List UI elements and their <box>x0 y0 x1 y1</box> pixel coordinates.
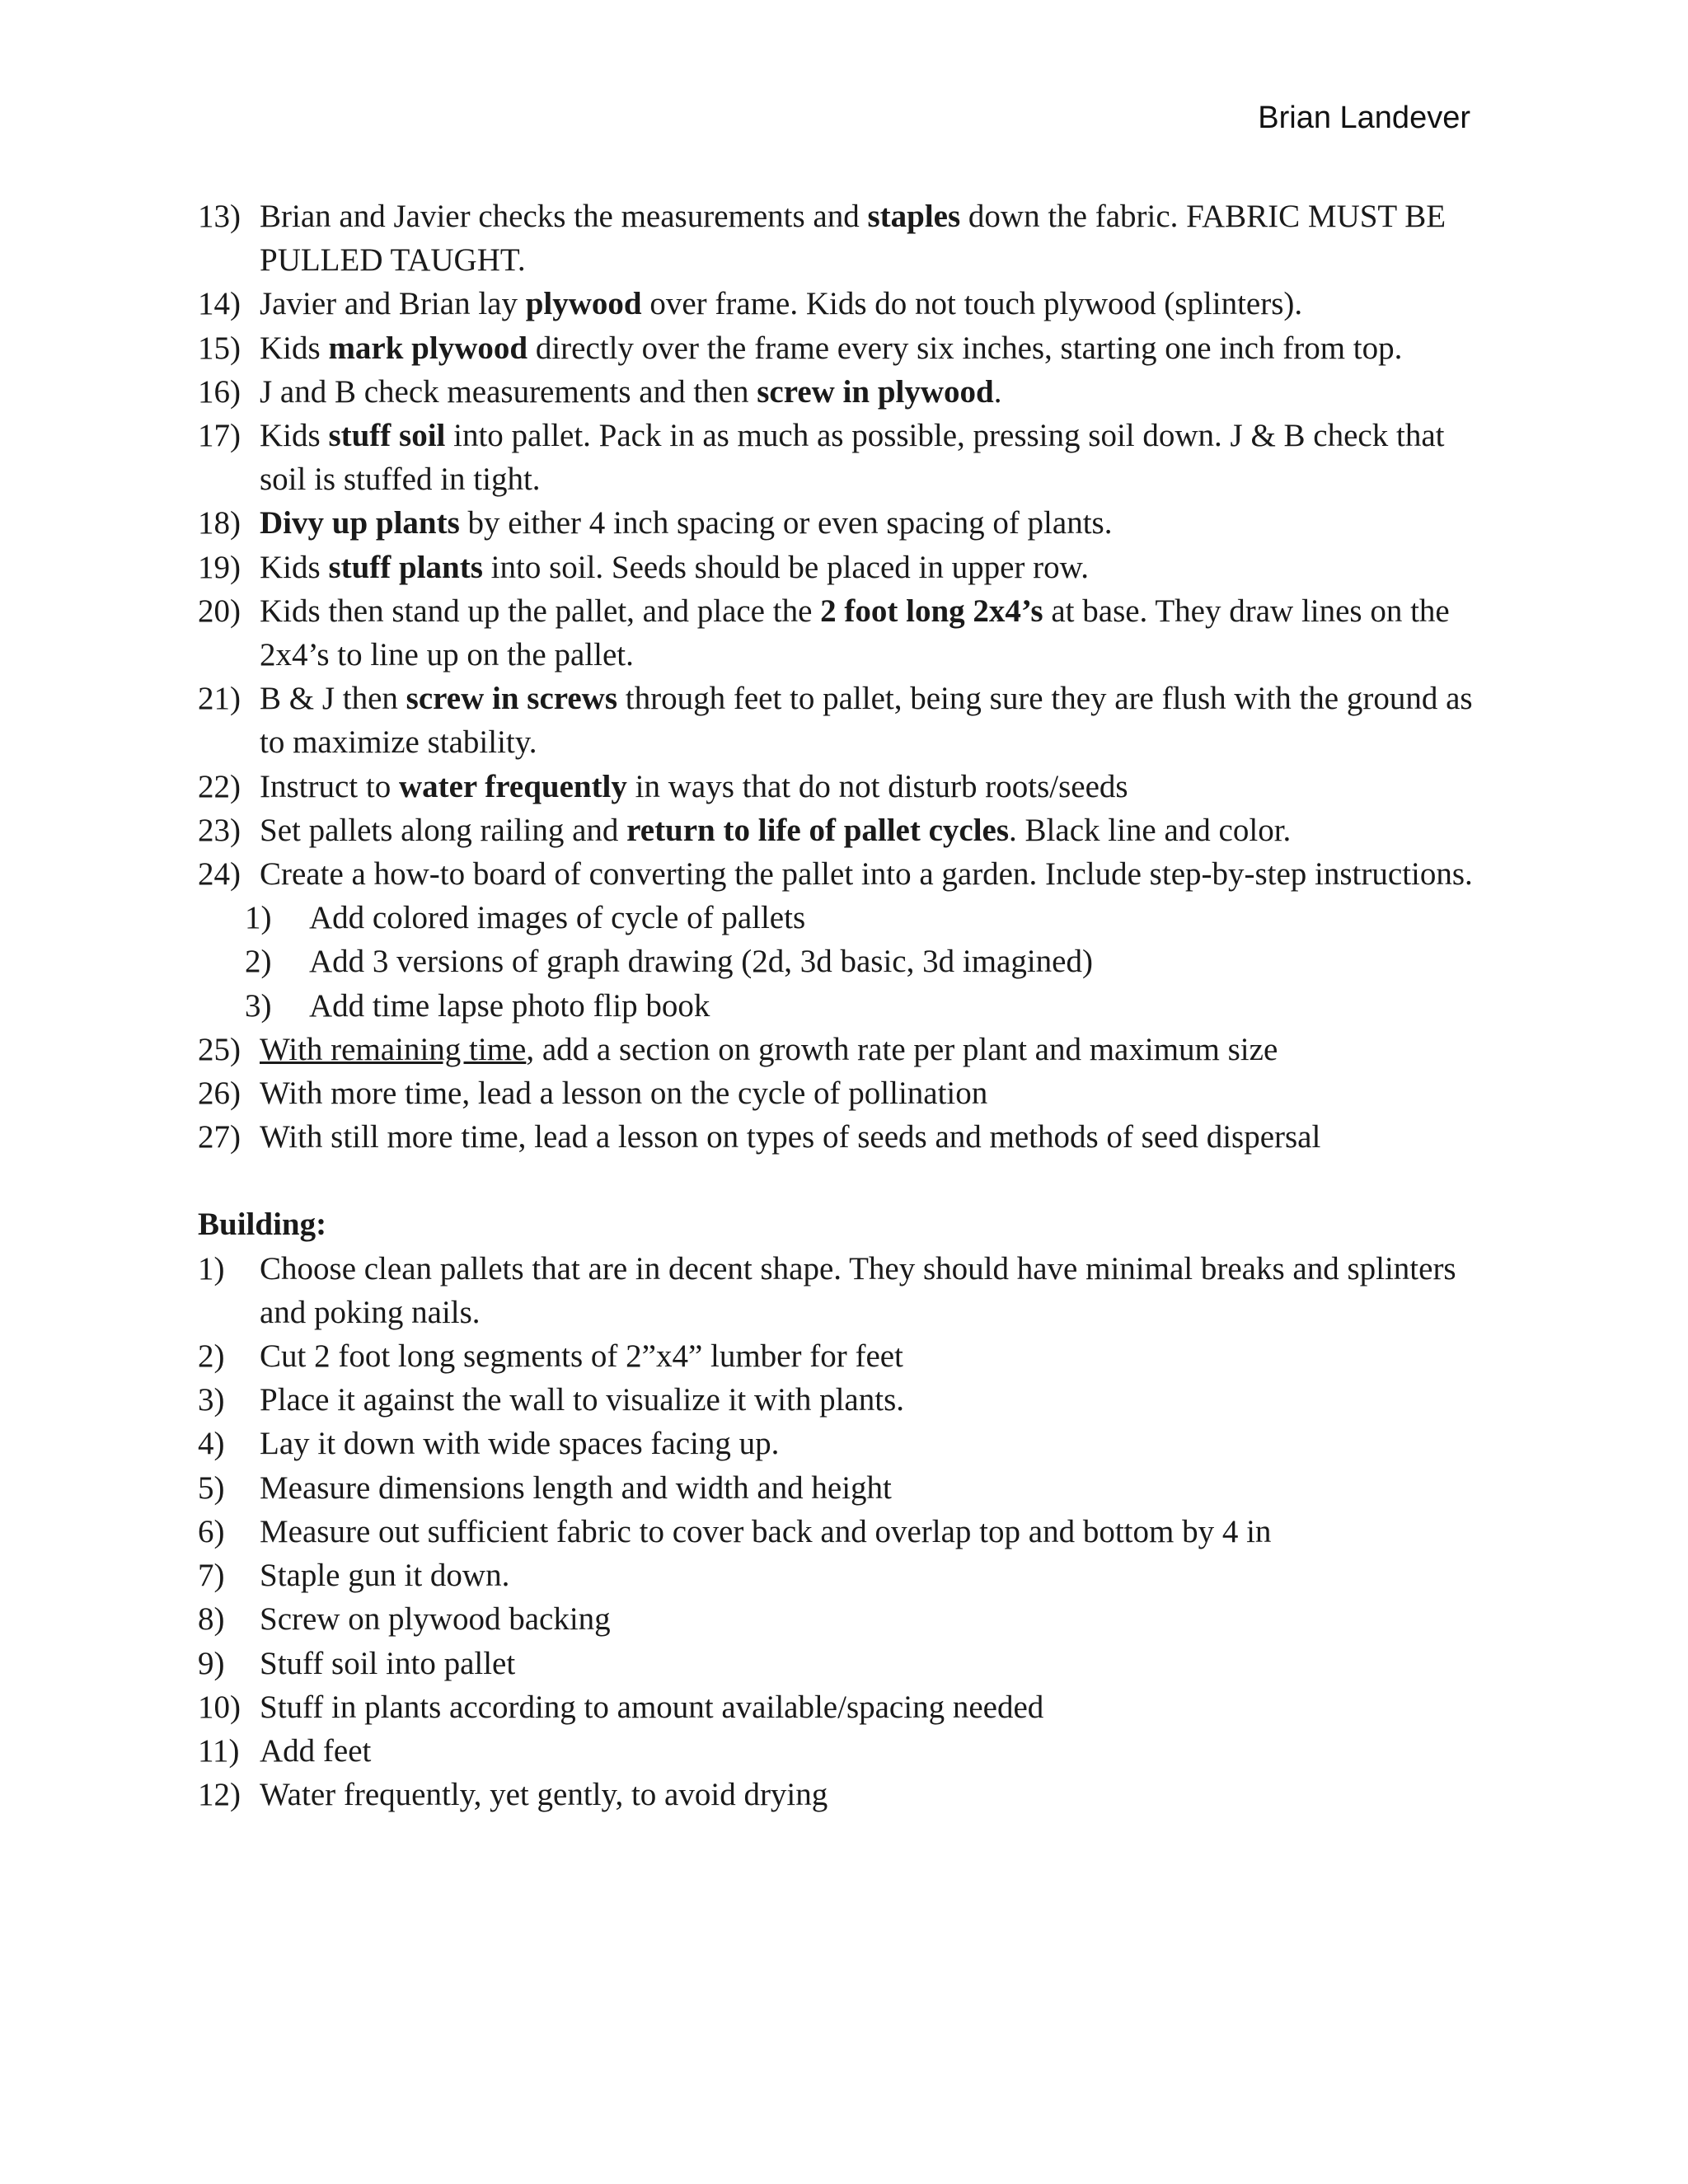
item-number: 9) <box>198 1645 225 1681</box>
list-item <box>198 1422 1484 1465</box>
sub-item-number: 1) <box>245 900 272 936</box>
bold-text: staples <box>867 199 961 234</box>
list-item <box>198 501 1484 545</box>
list-item <box>198 1466 1484 1510</box>
section-gap <box>198 1159 1484 1202</box>
bold-text: screw in plywood <box>757 373 994 410</box>
item-text <box>260 856 1473 892</box>
item-text: Cut 2 foot long segments of 2”x4” lumber for feet <box>260 1338 903 1375</box>
bold-text: plywood <box>525 286 642 322</box>
item-text <box>260 330 1402 366</box>
item-number: 20) <box>198 593 241 629</box>
bold-text: stuff soil <box>328 418 446 454</box>
list-item <box>198 765 1484 808</box>
item-number: 7) <box>198 1558 225 1594</box>
item-number: 21) <box>198 681 241 717</box>
bold-text: mark plywood <box>328 330 528 366</box>
item-text: Add feet <box>260 1732 372 1769</box>
sub-item-text: Add time lapse photo flip book <box>309 987 710 1024</box>
item-text <box>260 550 1089 585</box>
item-text: Place it against the wall to visualize it with plants. <box>260 1382 904 1418</box>
list-item <box>198 1115 1484 1159</box>
item-number: 18) <box>198 505 241 541</box>
item-text: Measure dimensions length and width and height <box>260 1469 892 1506</box>
text-run: Set pallets along railing and <box>260 812 627 848</box>
text-run: , add a section on growth rate per plant and maximum size <box>526 1031 1278 1067</box>
item-number: 25) <box>198 1031 241 1067</box>
list-item <box>198 1510 1484 1554</box>
list-item <box>198 1071 1484 1115</box>
item-number: 11) <box>198 1732 240 1769</box>
text-run: into soil. Seeds should be placed in upper row. <box>482 549 1090 585</box>
text-run: down the fabric. FABRIC MUST BE PULLED TAUGHT. <box>260 199 1447 279</box>
text-run: With more time, lead a lesson on the cycle of pollination <box>260 1076 988 1112</box>
author-name: Brian Landever <box>1258 101 1470 135</box>
item-text <box>260 1032 1278 1067</box>
item-number: 12) <box>198 1777 241 1813</box>
list-item <box>198 589 1484 677</box>
item-text: Choose clean pallets that are in decent shape. They should have minimal breaks and splinters and poking nails. <box>260 1250 1456 1330</box>
sub-list-item <box>198 940 1484 983</box>
sub-item-text: Add colored images of cycle of pallets <box>309 900 806 936</box>
bold-text: 2 foot long 2x4’s <box>820 593 1043 629</box>
item-text: Stuff in plants according to amount available/spacing needed <box>260 1689 1044 1725</box>
text-run: at base. They draw lines on the 2x4’s to line up on the pallet. <box>260 593 1450 673</box>
item-number: 1) <box>198 1250 225 1286</box>
bold-text: return to life of pallet cycles <box>626 812 1010 848</box>
building-section-title: Building: <box>198 1207 327 1243</box>
item-number: 3) <box>198 1382 225 1418</box>
item-text <box>260 199 1446 278</box>
sub-item-number: 2) <box>245 944 272 980</box>
text-run: Kids then stand up the pallet, and place the <box>260 593 821 629</box>
list-item <box>198 1642 1484 1685</box>
item-text <box>260 286 1302 321</box>
text-run: in ways that do not disturb roots/seeds <box>626 768 1128 804</box>
document-body <box>198 194 1484 1816</box>
list-item <box>198 546 1484 589</box>
list-item <box>198 414 1484 501</box>
text-run: Kids <box>260 330 329 366</box>
item-number: 13) <box>198 199 241 234</box>
sub-list-item <box>198 984 1484 1028</box>
text-run: Kids <box>260 549 329 585</box>
text-run: directly over the frame every six inches, starting one inch from top. <box>528 330 1403 366</box>
item-text <box>260 1119 1320 1155</box>
item-number: 17) <box>198 418 241 454</box>
list-item <box>198 808 1484 852</box>
list-item <box>198 1028 1484 1071</box>
text-run: . Black line and color. <box>1009 812 1292 848</box>
item-number: 26) <box>198 1076 241 1112</box>
sub-item-text: Add 3 versions of graph drawing (2d, 3d basic, 3d imagined) <box>309 944 1093 980</box>
list-item <box>198 194 1484 282</box>
text-run: . <box>993 373 1002 410</box>
text-run: Instruct to <box>260 768 399 804</box>
item-text: Lay it down with wide spaces facing up. <box>260 1426 780 1462</box>
bold-text: screw in screws <box>406 681 618 717</box>
list-item <box>198 1729 1484 1773</box>
item-text <box>260 418 1444 497</box>
list-item <box>198 282 1484 326</box>
item-number: 4) <box>198 1426 225 1462</box>
item-number: 16) <box>198 373 241 410</box>
text-run: by either 4 inch spacing or even spacing of plants. <box>459 505 1113 541</box>
item-text: Stuff soil into pallet <box>260 1645 516 1681</box>
item-number: 24) <box>198 856 241 893</box>
bold-text: Divy up plants <box>260 505 460 541</box>
steps-list-continued <box>198 194 1484 1159</box>
list-item <box>198 1378 1484 1422</box>
sub-list-item <box>198 896 1484 940</box>
list-item <box>198 1685 1484 1729</box>
list-item <box>198 370 1484 414</box>
item-text: Screw on plywood backing <box>260 1601 611 1638</box>
sub-item-number: 3) <box>245 987 272 1024</box>
item-text <box>260 1076 987 1111</box>
item-number: 14) <box>198 286 241 322</box>
item-text <box>260 813 1291 848</box>
text-run: J and B check measurements and then <box>260 373 757 410</box>
list-item <box>198 1334 1484 1378</box>
list-item <box>198 677 1484 764</box>
item-text <box>260 593 1450 673</box>
item-number: 19) <box>198 549 241 585</box>
text-run: over frame. Kids do not touch plywood (splinters). <box>641 286 1303 322</box>
list-item <box>198 1773 1484 1816</box>
list-item <box>198 1247 1484 1334</box>
item-number: 5) <box>198 1469 225 1506</box>
list-item <box>198 852 1484 896</box>
text-run: B & J then <box>260 681 406 717</box>
item-number: 10) <box>198 1689 241 1725</box>
item-text <box>260 374 1001 410</box>
item-number: 2) <box>198 1338 225 1375</box>
item-number: 8) <box>198 1601 225 1638</box>
item-number: 6) <box>198 1513 225 1549</box>
item-number: 22) <box>198 768 241 804</box>
text-run: Javier and Brian lay <box>260 286 526 322</box>
item-text <box>260 505 1112 541</box>
list-item <box>198 326 1484 370</box>
text-run: through feet to pallet, being sure they are flush with the ground as to maximize stability. <box>260 681 1473 761</box>
list-item <box>198 1554 1484 1597</box>
item-text <box>260 681 1473 760</box>
text-run: With still more time, lead a lesson on types of seeds and methods of seed dispersal <box>260 1119 1321 1155</box>
building-steps-list <box>198 1247 1484 1817</box>
text-run: into pallet. Pack in as much as possible, pressing soil down. J & B check that soil is stuffed in tight. <box>260 418 1445 498</box>
item-number: 27) <box>198 1119 241 1155</box>
item-text <box>260 769 1128 804</box>
text-run: Create a how-to board of converting the pallet into a garden. Include step-by-step instructions. <box>260 856 1473 893</box>
item-text: Staple gun it down. <box>260 1558 510 1594</box>
list-item <box>198 1597 1484 1641</box>
underlined-text: With remaining time <box>260 1031 527 1067</box>
bold-text: stuff plants <box>328 549 483 585</box>
bold-text: water frequently <box>398 768 627 804</box>
item-text: Water frequently, yet gently, to avoid drying <box>260 1777 828 1813</box>
item-text: Measure out sufficient fabric to cover back and overlap top and bottom by 4 in <box>260 1513 1272 1549</box>
text-run: Brian and Javier checks the measurements and <box>260 199 868 234</box>
item-number: 23) <box>198 812 241 848</box>
item-number: 15) <box>198 330 241 366</box>
text-run: Kids <box>260 418 329 454</box>
